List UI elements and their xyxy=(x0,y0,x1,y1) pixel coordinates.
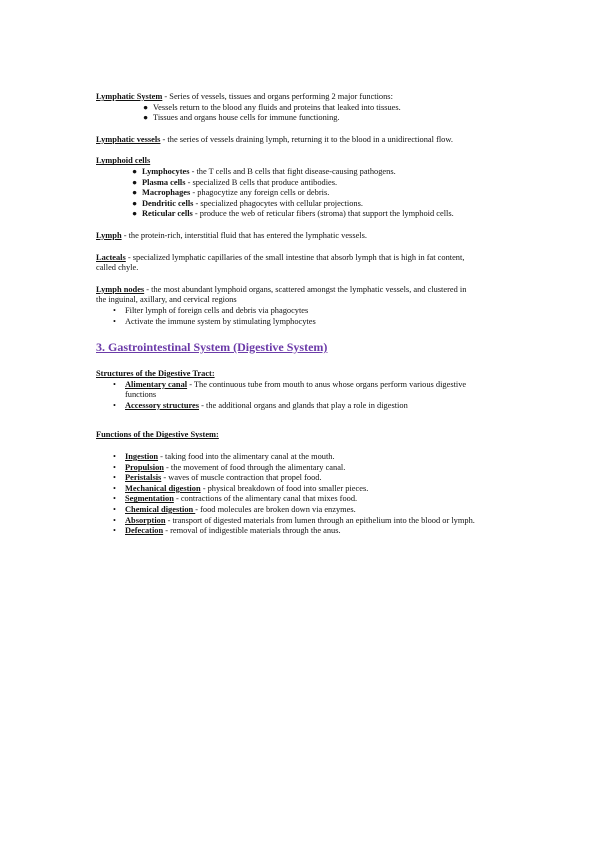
bullet-icon: • xyxy=(113,452,116,462)
bullet-dot-icon: ● xyxy=(132,209,138,219)
list-item: • Absorption - transport of digested materials from lumen through an epithelium into the blood or lymph. xyxy=(113,515,475,525)
list-item: • Mechanical digestion - physical breakdown of food into smaller pieces. xyxy=(113,483,369,493)
document-page xyxy=(96,92,476,537)
list-item: ● Vessels return to the blood any fluids and proteins that leaked into tissues. xyxy=(143,102,401,112)
list-item: • Defecation - removal of indigestible materials through the anus. xyxy=(113,526,341,536)
structures-list xyxy=(96,380,476,412)
list-item: • Propulsion - the movement of food through the alimentary canal. xyxy=(113,462,346,472)
list-item: • Alimentary canal - The continuous tube from mouth to anus whose organs perform various digestive functions xyxy=(113,379,467,400)
functions-list xyxy=(96,452,476,537)
list-item: ● Tissues and organs house cells for immune functioning. xyxy=(143,113,340,123)
lymphatic-system-para xyxy=(96,92,476,103)
bullet-icon: • xyxy=(113,526,116,536)
bullet-icon: • xyxy=(113,494,116,504)
bullet-icon: • xyxy=(113,473,116,483)
term-lymphatic-system: Lymphatic System xyxy=(96,92,163,101)
bullet-icon: • xyxy=(113,379,116,389)
lymphoid-cells-list xyxy=(96,167,476,220)
bullet-dot-icon: ● xyxy=(143,113,149,123)
bullet-icon: • xyxy=(113,400,116,410)
bullet-icon: • xyxy=(113,316,116,326)
bullet-dot-icon: ● xyxy=(132,198,138,208)
list-item: • Segmentation - contractions of the alimentary canal that mixes food. xyxy=(113,494,358,504)
list-item: • Ingestion - taking food into the alimentary canal at the mouth. xyxy=(113,452,335,462)
functions-title: Functions of the Digestive System: xyxy=(96,430,219,440)
list-item: ● Macrophages - phagocytize any foreign cells or debris. xyxy=(132,188,330,198)
lymph-para: Lymph - the protein-rich, interstitial fluid that has entered the lymphatic vessels. xyxy=(96,230,367,240)
list-item: • Filter lymph of foreign cells and debris via phagocytes xyxy=(113,305,309,315)
list-item: • Activate the immune system by stimulating lymphocytes xyxy=(113,316,316,326)
list-item: ● Dendritic cells - specialized phagocytes with cellular projections. xyxy=(132,198,363,208)
list-item: ● Reticular cells - produce the web of reticular fibers (stroma) that support the lymphoid cells. xyxy=(132,209,454,219)
lymphatic-vessels-para: Lymphatic vessels - the series of vessels draining lymph, returning it to the blood in a unidirectional flow. xyxy=(96,134,453,144)
lacteals-para: Lacteals - specialized lymphatic capillaries of the small intestine that absorb lymph that is high in fat content, called chyle. xyxy=(96,252,465,273)
bullet-icon: • xyxy=(113,305,116,315)
lymph-nodes-bullets xyxy=(96,306,476,327)
bullet-icon: • xyxy=(113,505,116,515)
section-heading: 3. Gastrointestinal System (Digestive System) xyxy=(96,340,328,355)
bullet-dot-icon: ● xyxy=(132,166,138,176)
list-item: ● Plasma cells - specialized B cells that produce antibodies. xyxy=(132,177,338,187)
def-lymphatic-system: - Series of vessels, tissues and organs performing 2 major functions: xyxy=(162,92,393,101)
list-item: ● Lymphocytes - the T cells and B cells that fight disease-causing pathogens. xyxy=(132,166,396,176)
lymphoid-cells-title: Lymphoid cells xyxy=(96,156,151,166)
list-item: • Chemical digestion - food molecules are broken down via enzymes. xyxy=(113,505,356,515)
bullet-icon: • xyxy=(113,483,116,493)
bullet-dot-icon: ● xyxy=(132,177,138,187)
structures-title: Structures of the Digestive Tract: xyxy=(96,369,215,379)
bullet-icon: • xyxy=(113,515,116,525)
term-lymphatic-vessels: Lymphatic vessels xyxy=(96,134,161,144)
bullet-dot-icon: ● xyxy=(143,102,149,112)
list-item: • Peristalsis - waves of muscle contraction that propel food. xyxy=(113,473,322,483)
bullet-dot-icon: ● xyxy=(132,188,138,198)
lymphatic-system-bullets xyxy=(96,103,476,124)
list-item: • Accessory structures - the additional organs and glands that play a role in digestion xyxy=(113,400,408,410)
lymph-nodes-para: Lymph nodes - the most abundant lymphoid organs, scattered amongst the lymphatic vessels, and clustered in the inguinal, axillary, and cervical regions xyxy=(96,284,467,305)
bullet-icon: • xyxy=(113,462,116,472)
